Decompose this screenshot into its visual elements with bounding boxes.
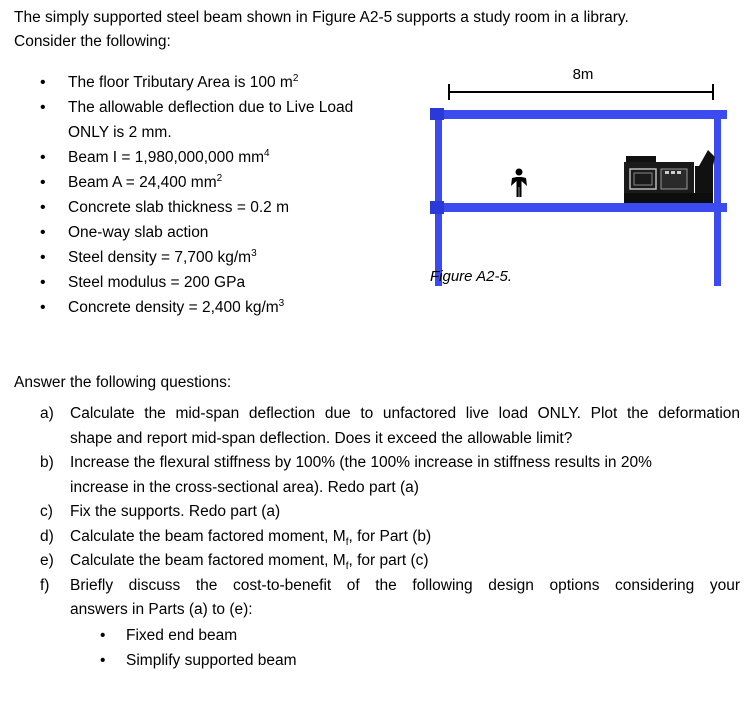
list-item <box>40 295 400 320</box>
question-line <box>70 549 740 574</box>
unit-exponent: 3 <box>251 247 257 259</box>
question-f <box>40 574 740 673</box>
question-text: , for part (c) <box>348 552 429 569</box>
question-line <box>70 525 740 550</box>
question-tag: b) <box>40 454 54 471</box>
tributary-area: The floor Tributary Area is 100 m <box>68 74 293 91</box>
unit-exponent: 2 <box>292 72 299 84</box>
question-tag: e) <box>40 552 54 569</box>
question-list <box>40 402 740 673</box>
subscript: f <box>345 561 349 573</box>
steel-modulus: Steel modulus = 200 GPa <box>68 274 246 291</box>
right-column <box>714 110 721 286</box>
question-a <box>40 402 740 451</box>
question-line: shape and report mid-span deflection. Does it exceed the allowable limit? <box>70 429 573 447</box>
figure-caption: Figure A2-5. <box>430 268 512 285</box>
question-line: Increase the flexural stiffness by 100% (the 100% increase in stiffness results in 20% <box>70 454 652 471</box>
unit-exponent: 4 <box>264 147 270 159</box>
intro-line-2: Consider the following: <box>14 33 171 50</box>
list-item <box>40 70 400 95</box>
subscript: f <box>345 536 349 548</box>
list-item <box>40 145 400 170</box>
person-icon <box>511 169 527 198</box>
question-line: Fix the supports. Redo part (a) <box>70 503 281 520</box>
question-line: answers in Parts (a) to (e): <box>70 601 253 618</box>
question-c <box>40 500 740 525</box>
figure-a2-5 <box>425 62 735 292</box>
question-line: Briefly discuss the cost-to-benefit of the following design options considering your <box>70 576 740 594</box>
list-item <box>40 195 400 220</box>
question-tag: c) <box>40 503 53 520</box>
list-item <box>40 170 400 195</box>
question-tag: f) <box>40 576 50 594</box>
beam-area: Beam A = 24,400 mm <box>68 174 217 191</box>
left-top-block <box>430 108 444 120</box>
question-line: increase in the cross-sectional area). Redo part (a) <box>70 478 419 496</box>
span-label: 8m <box>572 66 594 83</box>
slab-action: One-way slab action <box>68 224 209 241</box>
list-item <box>40 220 400 245</box>
question-text: Calculate the beam factored moment, M <box>70 552 346 569</box>
question-tag: a) <box>40 405 54 422</box>
unit-exponent: 3 <box>278 297 285 309</box>
allowable-deflection-continued: ONLY is 2 mm. <box>68 124 172 141</box>
answer-heading: Answer the following questions: <box>14 374 232 391</box>
beam-inertia: Beam I = 1,980,000,000 mm <box>68 149 265 166</box>
steel-density: Steel density = 7,700 kg/m <box>68 249 252 266</box>
question-e <box>40 549 740 574</box>
list-item <box>40 245 400 270</box>
design-options-list <box>70 623 740 673</box>
concrete-density: Concrete density = 2,400 kg/m <box>68 299 279 316</box>
left-column <box>435 110 442 286</box>
question-d <box>40 525 740 550</box>
list-item <box>40 270 400 295</box>
dimension-line <box>449 84 713 100</box>
unit-exponent: 2 <box>216 172 223 184</box>
question-b <box>40 451 740 500</box>
intro-paragraph <box>14 6 739 54</box>
floor-beam <box>430 203 727 212</box>
machine-icon <box>624 150 715 203</box>
question-line: Calculate the mid-span deflection due to unfactored live load ONLY. Plot the deformation <box>70 405 740 422</box>
allowable-deflection: The allowable deflection due to Live Load <box>68 99 354 116</box>
frame-diagram <box>425 62 735 292</box>
left-support-block <box>430 201 444 214</box>
intro-line-1: The simply supported steel beam shown in Figure A2-5 supports a study room in a library. <box>14 9 629 26</box>
question-text: , for Part (b) <box>348 527 432 545</box>
list-item <box>40 95 400 145</box>
question-tag: d) <box>40 527 54 545</box>
roof-beam <box>430 110 727 119</box>
list-item: • Fixed end beam <box>100 623 740 648</box>
question-text: Calculate the beam factored moment, M <box>70 527 346 545</box>
list-item: • Simplify supported beam <box>100 648 740 673</box>
given-data-list <box>40 70 400 320</box>
slab-thickness: Concrete slab thickness = 0.2 m <box>68 199 289 216</box>
